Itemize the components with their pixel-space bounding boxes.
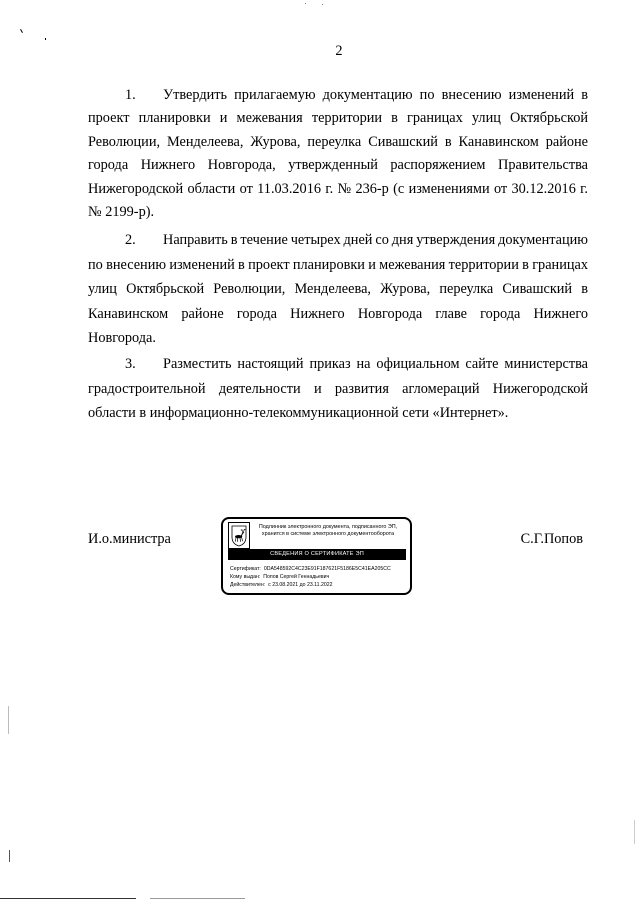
text-line (88, 377, 588, 402)
scan-mark (305, 3, 306, 4)
stamp-certificate-header: СВЕДЕНИЯ О СЕРТИФИКАТЕ ЭП (228, 549, 406, 560)
issued-to-row (230, 573, 391, 581)
paragraph-1 (88, 84, 588, 224)
scan-mark (45, 38, 46, 40)
text-line (88, 154, 588, 177)
text-line-text: Нижегородской области от 11.03.2016 г. № 236-р (с изменениями от 30.12.2016 г. (88, 180, 588, 197)
text-line (88, 302, 588, 327)
text-line (88, 84, 588, 107)
text-line-text: Новгорода. (88, 330, 156, 347)
text-line-body (163, 228, 588, 253)
text-line-text: Утвердить прилагаемую документацию по внесению изменений в (163, 87, 588, 103)
text-line-text: Революции, Менделеева, Журова, переулка Сивашский в Канавинском районе (88, 133, 588, 150)
text-line (88, 201, 588, 224)
text-line-text: градостроительной деятельности и развития агломераций Нижегородской (88, 380, 588, 397)
issued-to-label: Кому выдан: (230, 574, 261, 580)
text-line (88, 326, 588, 351)
paragraph-number: 3. (125, 356, 136, 372)
text-line (88, 277, 588, 302)
issued-to-value: Попов Сергей Геннадьевич (263, 574, 330, 580)
paragraph-2 (88, 228, 588, 351)
text-line-text: № 2199-р). (88, 204, 155, 221)
stamp-notice (253, 524, 403, 538)
text-line-text: по внесению изменений в проект планировки и межевания территории в границах (88, 256, 588, 273)
stamp-notice-line: хранится в системе электронного документооборота (261, 531, 395, 537)
validity-value: с 23.08.2021 до 23.11.2022 (268, 582, 333, 588)
text-line-text: проект планировки и межевания территории в границах улиц Октябрьской (88, 110, 588, 127)
text-line (88, 131, 588, 154)
validity-row (230, 581, 391, 589)
scan-mark (634, 820, 635, 844)
paragraph-3 (88, 352, 588, 426)
text-line (88, 253, 588, 278)
scan-mark (8, 706, 9, 734)
stamp-notice-line: Подлинник электронного документа, подписанного ЭП, (258, 524, 398, 530)
scan-mark (150, 898, 245, 899)
coat-of-arms-icon (228, 522, 250, 549)
page-number: 2 (335, 43, 343, 59)
stamp-certificate-details (230, 565, 391, 589)
validity-label: Действителен: (230, 582, 266, 588)
signatory-position: И.о.министра (88, 531, 171, 547)
text-line-text: города Нижнего Новгорода, утвержденный распоряжением Правительства (88, 157, 588, 174)
scan-mark (322, 4, 323, 5)
text-line (88, 228, 588, 253)
text-line (88, 107, 588, 130)
text-line-text: области в информационно-телекоммуникационной сети «Интернет». (88, 405, 509, 421)
signatory-name: С.Г.Попов (520, 531, 583, 547)
scan-mark (20, 29, 23, 33)
text-line-text: улиц Октябрьской Революции, Менделеева, Журова, переулка Сивашский в (88, 281, 588, 298)
text-line-text: Разместить настоящий приказ на официальном сайте министерства (163, 356, 588, 372)
text-line (88, 178, 588, 201)
text-line-text: Направить в течение четырех дней со дня утверждения документацию (163, 232, 588, 248)
certificate-value: 0DA548592C4C23E91F187621F5186E5C41EA205CC (263, 566, 391, 572)
certificate-label: Сертификат: (230, 566, 261, 572)
scan-mark (0, 898, 136, 899)
text-line (88, 352, 588, 377)
electronic-signature-stamp (221, 517, 412, 595)
text-line (88, 401, 588, 426)
certificate-row (230, 565, 391, 573)
text-line-body (163, 84, 588, 107)
paragraph-number: 2. (125, 232, 136, 248)
text-line-body (163, 352, 588, 377)
text-line-text: Канавинском районе города Нижнего Новгорода главе города Нижнего (88, 305, 588, 322)
scan-mark (9, 850, 10, 862)
paragraph-number: 1. (125, 87, 136, 103)
